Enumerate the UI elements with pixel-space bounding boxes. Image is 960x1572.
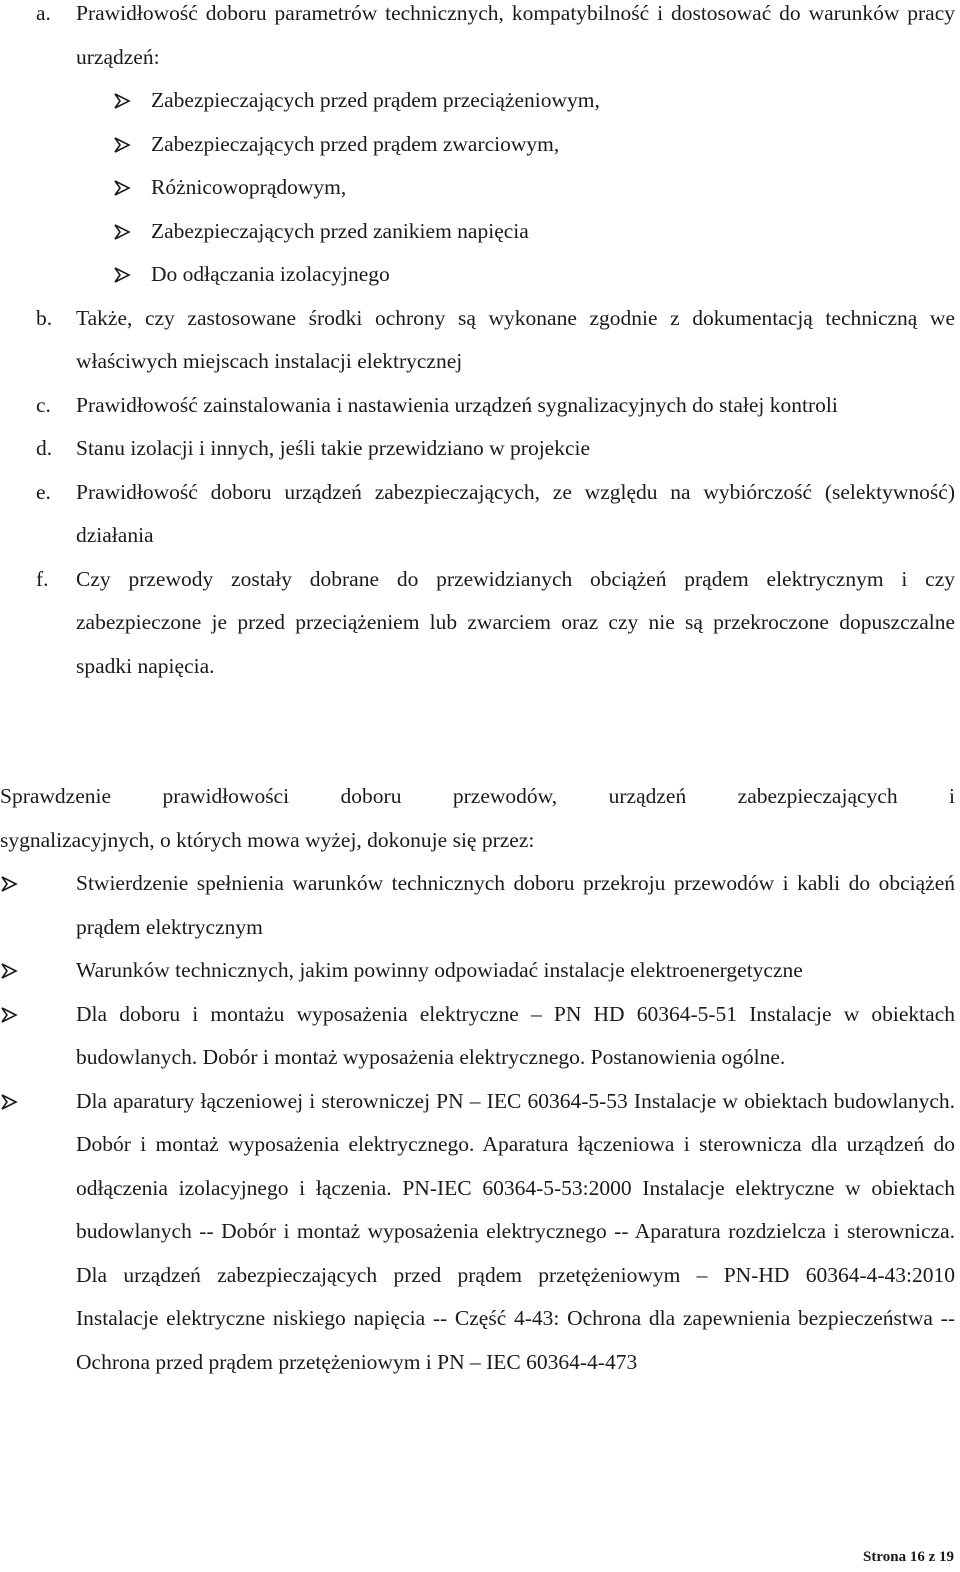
list-marker: f. — [36, 566, 49, 591]
sub-list-item — [0, 123, 955, 167]
bullet-item-text: Stwierdzenie spełnienia warunków technicznych doboru przekroju przewodów i kabli do obciążeń prądem elektrycznym — [76, 871, 955, 939]
list-item-text: Prawidłowość doboru urządzeń zabezpieczających, ze względu na wybiórczość (selektywność) działania — [76, 479, 955, 547]
list-item-text: Prawidłowość doboru parametrów technicznych, kompatybilność i dostosować do warunków pracy urządzeń: — [76, 1, 955, 69]
list-item-text: Czy przewody zostały dobrane do przewidzianych obciążeń prądem elektrycznym i czy zabezpieczone je przed przeciążeniem lub zwarciem oraz czy nie są przekroczone dopuszczalne spadki napięcia. — [76, 566, 955, 678]
list-item-c — [0, 384, 955, 428]
arrow-bullet-icon — [0, 1080, 18, 1124]
arrow-bullet-icon — [0, 949, 18, 993]
bullet-item-text: Warunków technicznych, jakim powinny odpowiadać instalacje elektroenergetyczne — [76, 958, 803, 982]
list-item-text: Stanu izolacji i innych, jeśli takie przewidziano w projekcie — [76, 436, 591, 460]
list-marker: e. — [36, 479, 51, 504]
checklist-a-f — [0, 0, 955, 688]
list-item-a — [0, 0, 955, 79]
list-marker: c. — [36, 392, 51, 417]
bullet-item — [0, 949, 955, 993]
list-item-e — [0, 471, 955, 558]
list-marker: a. — [36, 1, 51, 25]
sub-list-item-text: Zabezpieczających przed zanikiem napięcia — [151, 218, 529, 243]
bullet-item — [0, 993, 955, 1080]
sub-list — [0, 79, 955, 297]
list-item-text: Także, czy zastosowane środki ochrony są wykonane zgodnie z dokumentacją techniczną we właściwych miejscach instalacji elektrycznej — [76, 305, 955, 373]
arrow-bullet-icon — [113, 166, 131, 210]
standards-bullet-list — [0, 862, 955, 1384]
arrow-bullet-icon — [113, 123, 131, 167]
sub-list-item — [0, 79, 955, 123]
sub-list-item-text: Do odłączania izolacyjnego — [151, 262, 390, 286]
list-item-text: Prawidłowość zainstalowania i nastawienia urządzeń sygnalizacyjnych do stałej kontroli — [76, 392, 838, 417]
list-item-d — [0, 427, 955, 471]
verification-section — [0, 775, 955, 1384]
sub-list-item-text: Zabezpieczających przed prądem przeciążeniowym, — [151, 88, 600, 112]
intro-line-2: sygnalizacyjnych, o których mowa wyżej, dokonuje się przez: — [0, 827, 535, 852]
list-item-f — [0, 558, 955, 689]
bullet-item — [0, 1080, 955, 1385]
list-item-b — [0, 297, 955, 384]
intro-line-1: Sprawdzenie prawidłowości doboru przewodów, urządzeń zabezpieczających i — [0, 784, 955, 808]
section-intro-paragraph — [0, 775, 955, 862]
sub-list-item-text: Zabezpieczających przed prądem zwarciowym, — [151, 131, 560, 156]
arrow-bullet-icon — [113, 210, 131, 254]
sub-list-item-text: Różnicowoprądowym, — [151, 175, 347, 199]
arrow-bullet-icon — [0, 993, 18, 1037]
sub-list-item — [0, 166, 955, 210]
arrow-bullet-icon — [113, 79, 131, 123]
list-marker: d. — [36, 436, 53, 460]
page-number-footer: Strona 16 z 19 — [863, 1549, 954, 1565]
list-marker: b. — [36, 305, 53, 330]
bullet-item-text: Dla aparatury łączeniowej i sterowniczej PN – IEC 60364-5-53 Instalacje w obiektach budowlanych. Dobór i montaż wyposażenia elektrycznego. Aparatura łączeniowa i sterownicza dla urządzeń do odłączenia izolacyjnego i łączenia. PN-IEC 60364-5-53:2000 Instalacje elektryczne w obiektach budowlanych -- Dobór i montaż wyposażenia elektrycznego -- Aparatura rozdzielcza i sterownicza. Dla urządzeń zabezpieczających przed prądem przetężeniowym – PN-HD 60364-4-43:2010 Instalacje elektryczne niskiego napięcia -- Część 4-43: Ochrona dla zapewnienia bezpieczeństwa -- Ochrona przed prądem przetężeniowym i PN – IEC 60364-4-473 — [76, 1088, 955, 1374]
bullet-item-text: Dla doboru i montażu wyposażenia elektryczne – PN HD 60364-5-51 Instalacje w obiektach budowlanych. Dobór i montaż wyposażenia elektrycznego. Postanowienia ogólne. — [76, 1001, 955, 1069]
sub-list-item — [0, 210, 955, 254]
bullet-item — [0, 862, 955, 949]
arrow-bullet-icon — [113, 253, 131, 297]
sub-list-item — [0, 253, 955, 297]
arrow-bullet-icon — [0, 862, 18, 906]
